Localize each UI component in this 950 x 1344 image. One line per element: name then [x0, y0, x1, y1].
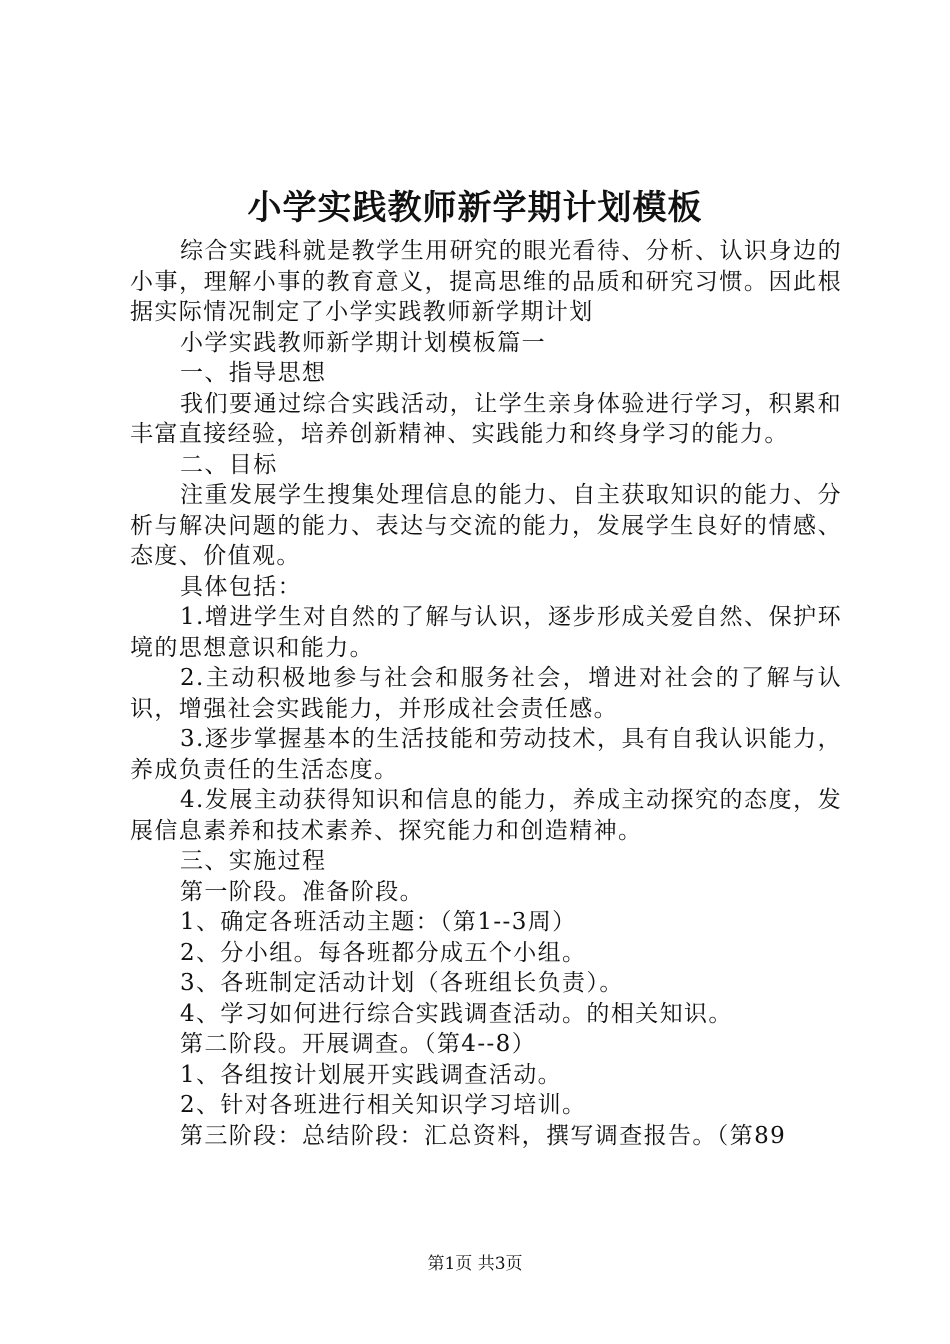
paragraph-goals: 注重发展学生搜集处理信息的能力、自主获取知识的能力、分析与解决问题的能力、表达与交流的能力，发展学生良好的情感、态度、价值观。 [130, 482, 842, 569]
paragraph-intro: 综合实践科就是教学生用研究的眼光看待、分析、认识身边的小事，理解小事的教育意义，提高思维的品质和研究习惯。因此根据实际情况制定了小学实践教师新学期计划 [130, 238, 842, 325]
list-item-goal-1: 1.增进学生对自然的了解与认识，逐步形成关爱自然、保护环境的思想意识和能力。 [130, 604, 842, 661]
stage-two-heading: 第二阶段。开展调查。（第4--8） [180, 1031, 537, 1057]
list-item-goal-3: 3.逐步掌握基本的生活技能和劳动技术，具有自我认识能力，养成负责任的生活态度。 [130, 726, 842, 783]
stage-one-heading: 第一阶段。准备阶段。 [180, 878, 424, 905]
stage-one-item-2: 2、分小组。每各班都分成五个小组。 [180, 939, 587, 966]
stage-two-item-2: 2、针对各班进行相关知识学习培训。 [180, 1092, 587, 1118]
heading-implementation: 三、实施过程 [180, 848, 327, 874]
stage-two-item-1: 1、各组按计划展开实践调查活动。 [180, 1061, 563, 1088]
paragraph-section-title: 小学实践教师新学期计划模板篇一 [180, 329, 546, 356]
stage-one-item-4: 4、学习如何进行综合实践调查活动。的相关知识。 [180, 1000, 733, 1027]
stage-one-item-3: 3、各班制定活动计划（各班组长负责）。 [180, 970, 624, 996]
paragraph-details-label: 具体包括： [180, 573, 302, 600]
document-body [130, 236, 842, 1151]
list-item-goal-2: 2.主动积极地参与社会和服务社会，增进对社会的了解与认识，增强社会实践能力，并形成社会责任感。 [130, 665, 842, 722]
list-item-goal-4: 4.发展主动获得知识和信息的能力，养成主动探究的态度，发展信息素养和技术素养、探究能力和创造精神。 [130, 787, 842, 844]
stage-one-item-1: 1、确定各班活动主题：（第1--3周） [180, 909, 577, 935]
stage-three-heading: 第三阶段：总结阶段：汇总资料，撰写调查报告。（第89 [180, 1122, 787, 1149]
heading-goals: 二、目标 [180, 451, 278, 478]
document-title: 小学实践教师新学期计划模板 [247, 188, 703, 228]
page-number-footer: 第1页 共3页 [427, 1254, 523, 1274]
paragraph-guiding-ideology: 我们要通过综合实践活动，让学生亲身体验进行学习，积累和丰富直接经验，培养创新精神、实践能力和终身学习的能力。 [130, 390, 842, 447]
heading-guiding-ideology: 一、指导思想 [180, 360, 327, 386]
